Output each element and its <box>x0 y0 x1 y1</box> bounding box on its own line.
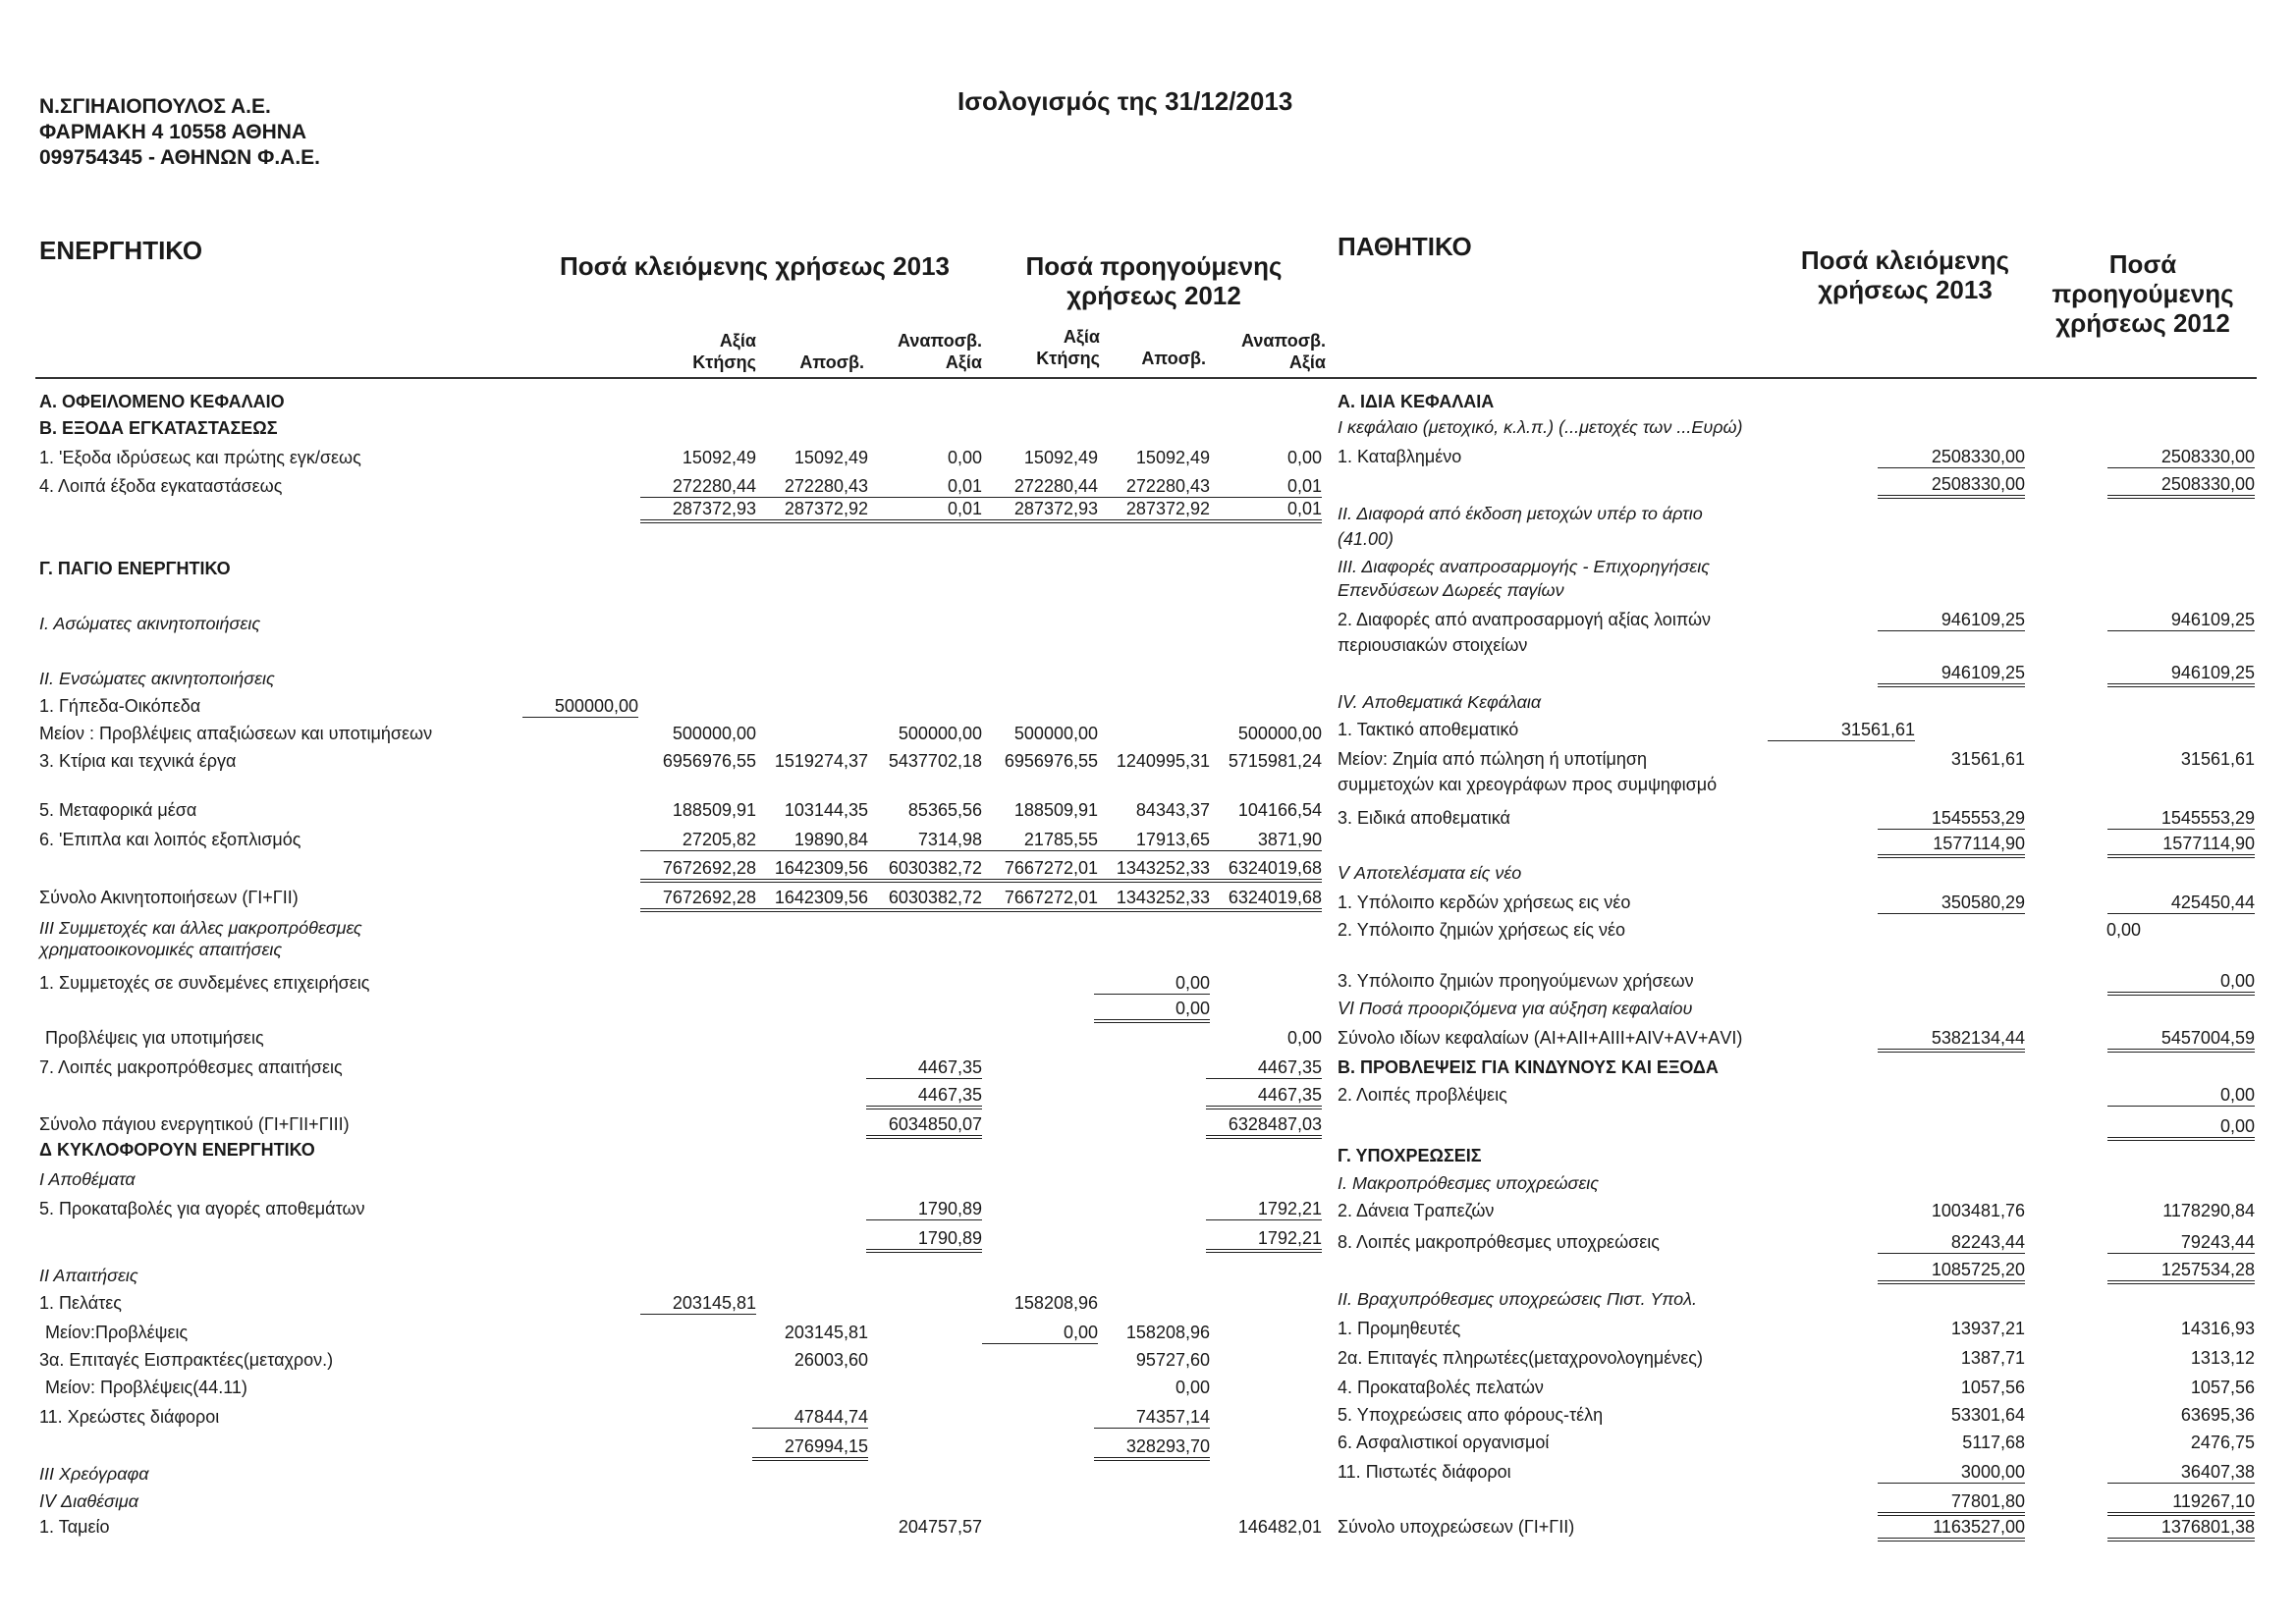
col-nbv-2013-top: Αναποσβ. <box>898 331 982 351</box>
liability-amount-prev: 1178290,84 <box>2162 1201 2255 1220</box>
liability-amount-cur: 1387,71 <box>1960 1348 2025 1368</box>
asset-amount-c3: 0,01 <box>866 498 982 523</box>
asset-amount-c5: 0,00 <box>1175 1378 1210 1397</box>
asset-amount-c6: 0,01 <box>1206 498 1322 523</box>
asset-row-label: χρηματοοικονομικές απαιτήσεις <box>39 940 283 959</box>
asset-amount-c6: 1792,21 <box>1206 1227 1322 1253</box>
asset-amount-c5: 1240995,31 <box>1116 751 1210 771</box>
asset-row-label: ΙΙ Απαιτήσεις <box>39 1266 138 1285</box>
col-acq-2013-top: Αξία <box>719 331 756 351</box>
asset-row-label: IV Διαθέσιμα <box>39 1491 139 1511</box>
liab-previous-year-header <box>2045 249 2241 338</box>
liability-row-label: 1. Τακτικό αποθεματικό <box>1338 720 1519 739</box>
liability-amount-cur: 1057,56 <box>1960 1378 2025 1397</box>
liability-amount-prev: 14316,93 <box>2180 1319 2255 1338</box>
asset-amount-c2: 26003,60 <box>793 1350 868 1370</box>
company-address: ΦΑΡΜΑΚΗ 4 10558 ΑΘΗΝΑ <box>39 121 307 143</box>
liability-amount-cur: 2508330,00 <box>1878 446 2025 468</box>
asset-amount-c4: 500000,00 <box>1013 724 1098 743</box>
liability-row-label: περιουσιακών στοιχείων <box>1338 635 1528 655</box>
col-acq-2012-header <box>1011 326 1100 369</box>
liability-row-label: 3. Υπόλοιπο ζημιών προηγούμενων χρήσεων <box>1338 971 1694 991</box>
asset-row-label: 3. Κτίρια και τεχνικά έργα <box>39 751 237 771</box>
liability-amount-cur: 5382134,44 <box>1878 1027 2025 1053</box>
asset-amount-c6: 5715981,24 <box>1228 751 1322 771</box>
liability-amount-cur: 1085725,20 <box>1878 1259 2025 1284</box>
col-acq-2012-bottom: Κτήσης <box>1036 349 1100 368</box>
asset-row-label: Ι. Ασώματες ακινητοποιήσεις <box>39 614 261 633</box>
asset-row-label: Δ ΚΥΚΛΟΦΟΡΟΥΝ ΕΝΕΡΓΗΤΙΚΟ <box>39 1140 315 1160</box>
asset-amount-c6: 6328487,03 <box>1206 1113 1322 1139</box>
col-dep-2012-header: Αποσβ. <box>1141 349 1206 368</box>
liability-amount-prev: 79243,44 <box>2107 1231 2255 1254</box>
liability-amount-prev: 1545553,29 <box>2107 807 2255 830</box>
liability-amount-prev: 63695,36 <box>2180 1405 2255 1425</box>
liability-amount-cur: 946109,25 <box>1878 662 2025 687</box>
asset-amount-c1: 203145,81 <box>640 1292 756 1315</box>
asset-amount-c5: 15092,49 <box>1135 448 1210 467</box>
liability-amount-prev: 119267,10 <box>2107 1490 2255 1516</box>
asset-amount-c6: 146482,01 <box>1237 1517 1322 1537</box>
liability-amount-prev: 946109,25 <box>2107 662 2255 687</box>
asset-amount-c5: 74357,14 <box>1094 1406 1210 1429</box>
asset-row-label: ΙΙΙ Συμμετοχές και άλλες μακροπρόθεσμες <box>39 918 362 938</box>
liability-amount-cur: 3000,00 <box>1878 1461 2025 1484</box>
asset-row-label: 11. Χρεώστες διάφοροι <box>39 1407 220 1427</box>
asset-amount-c2: 47844,74 <box>752 1406 868 1429</box>
asset-row-label: ΙΙ. Ενσώματες ακινητοποιήσεις <box>39 669 275 688</box>
asset-amount-c3: 1790,89 <box>866 1227 982 1253</box>
asset-amount-c5: 84343,37 <box>1135 800 1210 820</box>
asset-amount-c1: 500000,00 <box>672 724 756 743</box>
asset-row-label: 1. Συμμετοχές σε συνδεμένες επιχειρήσεις <box>39 973 370 993</box>
asset-amount-c5: 272280,43 <box>1094 475 1210 498</box>
liability-amount-cur: 1163527,00 <box>1878 1516 2025 1542</box>
asset-amount-c4: 272280,44 <box>982 475 1098 498</box>
asset-amount-c2: 272280,43 <box>752 475 868 498</box>
asset-amount-c6: 6324019,68 <box>1206 857 1322 883</box>
asset-amount-c6: 0,00 <box>1286 1028 1322 1048</box>
header-separator <box>35 377 2257 379</box>
asset-amount-c3: 6030382,72 <box>866 857 982 883</box>
asset-row-label: ΙΙΙ Χρεόγραφα <box>39 1464 149 1484</box>
liability-row-label: ΙΙ. Βραχυπρόθεσμες υποχρεώσεις Πιστ. Υπολ. <box>1338 1289 1698 1309</box>
col-nbv-2013-bottom: Αξία <box>945 352 982 372</box>
liability-amount-prev: 5457004,59 <box>2107 1027 2255 1053</box>
asset-row-label: Προβλέψεις για υποτιμήσεις <box>45 1028 264 1048</box>
asset-amount-c5: 1343252,33 <box>1094 857 1210 883</box>
asset-row-label: 6. 'Επιπλα και λοιπός εξοπλισμός <box>39 830 301 849</box>
liability-amount-cur: 946109,25 <box>1878 609 2025 631</box>
asset-amount-c3: 7314,98 <box>866 829 982 851</box>
liab-previous-header-line3: χρήσεως 2012 <box>2055 308 2230 338</box>
liab-current-year-header <box>1787 245 2023 304</box>
asset-amount-c3: 0,00 <box>947 448 982 467</box>
liab-previous-header-line1: Ποσά <box>2108 249 2177 279</box>
liability-amount-prev: 1577114,90 <box>2107 833 2255 858</box>
asset-amount-c2: 1519274,37 <box>774 751 868 771</box>
asset-amount-c1: 27205,82 <box>640 829 756 851</box>
asset-row-label: 5. Προκαταβολές για αγορές αποθεμάτων <box>39 1199 365 1218</box>
asset-amount-c3: 6034850,07 <box>866 1113 982 1139</box>
liability-amount-cur: 13937,21 <box>1950 1319 2025 1338</box>
asset-row-label: 1. Ταμείο <box>39 1517 110 1537</box>
asset-amount-c1: 287372,93 <box>640 498 756 523</box>
liability-amount-cur: 31561,61 <box>1950 749 2025 769</box>
liab-current-header-line2: χρήσεως 2013 <box>1818 275 1993 304</box>
asset-amount-c2: 15092,49 <box>793 448 868 467</box>
company-name: Ν.ΣΓΙΗΑΙΟΠΟΥΛΟΣ Α.Ε. <box>39 95 271 118</box>
assets-previous-header-line2: χρήσεως 2012 <box>1066 281 1241 310</box>
asset-amount-c3: 4467,35 <box>866 1084 982 1109</box>
asset-amount-c3: 6030382,72 <box>866 887 982 912</box>
col-acq-2012-top: Αξία <box>1063 327 1100 347</box>
liability-amount-prev: 1376801,38 <box>2107 1516 2255 1542</box>
asset-amount-c6: 4467,35 <box>1206 1056 1322 1079</box>
asset-amount-c4: 158208,96 <box>1013 1293 1098 1313</box>
liability-row-label: 2. Λοιπές προβλέψεις <box>1338 1085 1507 1105</box>
asset-amount-c2: 287372,92 <box>752 498 868 523</box>
liability-amount-prev: 1313,12 <box>2190 1348 2255 1368</box>
asset-amount-c0: 500000,00 <box>522 695 638 718</box>
asset-amount-c1: 188509,91 <box>672 800 756 820</box>
liability-amount-cur: 350580,29 <box>1878 892 2025 914</box>
asset-amount-c1: 6956976,55 <box>662 751 756 771</box>
liability-amount-cur: 2508330,00 <box>1878 473 2025 499</box>
liability-row-label: Ι κεφάλαιο (μετοχικό, κ.λ.π.) (...μετοχές των ...Ευρώ) <box>1338 417 1743 437</box>
asset-amount-c2: 103144,35 <box>784 800 868 820</box>
liability-amount-mid: 0,00 <box>2105 920 2141 940</box>
assets-section-title: ΕΝΕΡΓΗΤΙΚΟ <box>39 236 203 265</box>
liability-amount-prev: 1257534,28 <box>2107 1259 2255 1284</box>
asset-amount-c2: 1642309,56 <box>752 887 868 912</box>
col-nbv-2013-header <box>884 330 982 373</box>
asset-amount-c4: 0,00 <box>982 1322 1098 1344</box>
asset-row-label: Β. ΕΞΟΔΑ ΕΓΚΑΤΑΣΤΑΣΕΩΣ <box>39 418 278 438</box>
asset-amount-c3: 204757,57 <box>898 1517 982 1537</box>
asset-amount-c3: 4467,35 <box>866 1056 982 1079</box>
liability-amount-prev: 425450,44 <box>2107 892 2255 914</box>
liability-amount-prev: 0,00 <box>2107 970 2255 996</box>
asset-row-label: Μείον : Προβλέψεις απαξιώσεων και υποτιμήσεων <box>39 724 433 743</box>
liability-row-label: ΙΙ. Διαφορά από έκδοση μετοχών υπέρ το άρτιο <box>1338 504 1703 523</box>
liability-row-label: (41.00) <box>1338 529 1394 549</box>
asset-amount-c3: 85365,56 <box>907 800 982 820</box>
liabilities-section-title: ΠΑΘΗΤΙΚΟ <box>1338 232 1472 261</box>
asset-row-label: Γ. ΠΑΓΙΟ ΕΝΕΡΓΗΤΙΚΟ <box>39 559 231 578</box>
liability-row-label: 8. Λοιπές μακροπρόθεσμες υποχρεώσεις <box>1338 1232 1660 1252</box>
col-nbv-2012-header <box>1218 330 1326 373</box>
liability-amount-prev: 0,00 <box>2107 1084 2255 1107</box>
col-acq-2013-header <box>678 330 756 373</box>
asset-amount-c1: 7672692,28 <box>640 887 756 912</box>
asset-amount-c6: 1792,21 <box>1206 1198 1322 1220</box>
asset-amount-c4: 7667272,01 <box>982 887 1098 912</box>
asset-amount-c2: 19890,84 <box>752 829 868 851</box>
liability-amount-prev: 1057,56 <box>2190 1378 2255 1397</box>
asset-amount-c5: 287372,92 <box>1094 498 1210 523</box>
liability-amount-prev: 2476,75 <box>2190 1433 2255 1452</box>
asset-amount-c6: 0,00 <box>1286 448 1322 467</box>
asset-row-label: Α. ΟΦΕΙΛΟΜΕΝΟ ΚΕΦΑΛΑΙΟ <box>39 392 285 411</box>
liability-row-label: 4. Προκαταβολές πελατών <box>1338 1378 1544 1397</box>
liability-row-label: 11. Πιστωτές διάφοροι <box>1338 1462 1511 1482</box>
col-nbv-2012-top: Αναποσβ. <box>1241 331 1326 351</box>
liab-previous-header-line2: προηγούμενης <box>2051 279 2234 308</box>
liability-amount-cur: 5117,68 <box>1962 1433 2025 1452</box>
col-acq-2013-bottom: Κτήσης <box>692 352 756 372</box>
liability-row-label: Β. ΠΡΟΒΛΕΨΕΙΣ ΓΙΑ ΚΙΝΔΥΝΟΥΣ ΚΑΙ ΕΞΟΔΑ <box>1338 1057 1719 1077</box>
liability-row-label: Γ. ΥΠΟΧΡΕΩΣΕΙΣ <box>1338 1146 1482 1165</box>
asset-amount-c5: 0,00 <box>1094 998 1210 1023</box>
liability-amount-cur: 77801,80 <box>1878 1490 2025 1516</box>
asset-amount-c1: 15092,49 <box>682 448 756 467</box>
liability-amount-cur: 1003481,76 <box>1931 1201 2025 1220</box>
liability-amount-pre: 31561,61 <box>1768 719 1915 741</box>
liability-row-label: Ι. Μακροπρόθεσμες υποχρεώσεις <box>1338 1173 1600 1193</box>
asset-amount-c5: 1343252,33 <box>1094 887 1210 912</box>
liability-amount-cur: 53301,64 <box>1950 1405 2025 1425</box>
asset-amount-c4: 7667272,01 <box>982 857 1098 883</box>
asset-amount-c2: 203145,81 <box>784 1323 868 1342</box>
asset-amount-c2: 276994,15 <box>752 1435 868 1461</box>
liability-amount-cur: 82243,44 <box>1878 1231 2025 1254</box>
asset-row-label: Σύνολο πάγιου ενεργητικού (ΓΙ+ΓΙΙ+ΓΙΙΙ) <box>39 1114 350 1134</box>
liability-row-label: Σύνολο ιδίων κεφαλαίων (ΑΙ+ΑΙΙ+ΑΙΙΙ+ΑΙV+ΑV+ΑVΙ) <box>1338 1028 1743 1048</box>
asset-row-label: Ι Αποθέματα <box>39 1169 136 1189</box>
asset-amount-c1: 7672692,28 <box>640 857 756 883</box>
liability-row-label: 6. Ασφαλιστικοί οργανισμοί <box>1338 1433 1550 1452</box>
asset-amount-c4: 15092,49 <box>1023 448 1098 467</box>
liability-amount-cur: 1577114,90 <box>1878 833 2025 858</box>
liability-amount-cur: 1545553,29 <box>1878 807 2025 830</box>
asset-amount-c6: 0,01 <box>1206 475 1322 498</box>
liability-row-label: 1. Υπόλοιπο κερδών χρήσεως εις νέο <box>1338 893 1631 912</box>
liability-row-label: ΙΙΙ. Διαφορές αναπροσαρμογής - Επιχορηγήσεις <box>1338 557 1710 576</box>
asset-row-label: Μείον:Προβλέψεις <box>45 1323 189 1342</box>
asset-amount-c6: 500000,00 <box>1237 724 1322 743</box>
asset-amount-c3: 500000,00 <box>898 724 982 743</box>
asset-row-label: 4. Λοιπά έξοδα εγκαταστάσεως <box>39 476 283 496</box>
assets-previous-header-line1: Ποσά προηγούμενης <box>1025 251 1283 281</box>
asset-amount-c4: 287372,93 <box>982 498 1098 523</box>
asset-amount-c3: 0,01 <box>866 475 982 498</box>
liability-row-label: Μείον: Ζημία από πώληση ή υποτίμηση <box>1338 749 1648 769</box>
liability-row-label: IV. Αποθεματικά Κεφάλαια <box>1338 692 1542 712</box>
liability-row-label: 5. Υποχρεώσεις απο φόρους-τέλη <box>1338 1405 1604 1425</box>
liability-row-label: Α. ΙΔΙΑ ΚΕΦΑΛΑΙΑ <box>1338 392 1495 411</box>
liability-row-label: 1. Καταβλημένο <box>1338 447 1462 466</box>
assets-previous-year-header <box>1011 251 1296 310</box>
asset-amount-c6: 3871,90 <box>1206 829 1322 851</box>
liability-row-label: V Αποτελέσματα είς νέο <box>1338 863 1522 883</box>
asset-row-label: 3α. Επιταγές Εισπρακτέες(μεταχρον.) <box>39 1350 334 1370</box>
asset-row-label: 5. Μεταφορικά μέσα <box>39 800 197 820</box>
asset-amount-c4: 6956976,55 <box>1004 751 1098 771</box>
assets-current-year-header: Ποσά κλειόμενης χρήσεως 2013 <box>560 251 950 281</box>
asset-amount-c5: 0,00 <box>1094 972 1210 995</box>
liability-row-label: 1. Προμηθευτές <box>1338 1319 1461 1338</box>
liability-row-label: 3. Ειδικά αποθεματικά <box>1338 808 1510 828</box>
asset-amount-c3: 5437702,18 <box>888 751 982 771</box>
liability-amount-prev: 36407,38 <box>2107 1461 2255 1484</box>
asset-amount-c4: 188509,91 <box>1013 800 1098 820</box>
liab-current-header-line1: Ποσά κλειόμενης <box>1800 245 2010 275</box>
liability-amount-prev: 2508330,00 <box>2107 473 2255 499</box>
asset-row-label: 1. Πελάτες <box>39 1293 122 1313</box>
asset-row-label: Μείον: Προβλέψεις(44.11) <box>45 1378 247 1397</box>
asset-amount-c5: 95727,60 <box>1135 1350 1210 1370</box>
asset-amount-c2: 1642309,56 <box>752 857 868 883</box>
liability-amount-prev: 946109,25 <box>2107 609 2255 631</box>
company-tax-id: 099754345 - ΑΘΗΝΩΝ Φ.Α.Ε. <box>39 146 321 169</box>
asset-amount-c6: 104166,54 <box>1237 800 1322 820</box>
asset-row-label: 1. 'Εξοδα ιδρύσεως και πρώτης εγκ/σεως <box>39 448 361 467</box>
asset-amount-c6: 4467,35 <box>1206 1084 1322 1109</box>
liability-row-label: 2. Υπόλοιπο ζημιών χρήσεως είς νέο <box>1338 920 1626 940</box>
asset-row-label: 1. Γήπεδα-Οικόπεδα <box>39 696 201 716</box>
asset-amount-c4: 21785,55 <box>982 829 1098 851</box>
document-title: Ισολογισμός της 31/12/2013 <box>957 86 1293 116</box>
asset-row-label: Σύνολο Ακινητοποιήσεων (ΓΙ+ΓΙΙ) <box>39 888 299 907</box>
asset-amount-c5: 328293,70 <box>1094 1435 1210 1461</box>
asset-amount-c5: 17913,65 <box>1094 829 1210 851</box>
col-dep-2013-header: Αποσβ. <box>799 352 864 372</box>
liability-row-label: Σύνολο υποχρεώσεων (ΓΙ+ΓΙΙ) <box>1338 1517 1575 1537</box>
col-nbv-2012-bottom: Αξία <box>1288 352 1326 372</box>
liability-row-label: Επενδύσεων Δωρεές παγίων <box>1338 580 1564 600</box>
asset-amount-c6: 6324019,68 <box>1206 887 1322 912</box>
liability-amount-prev: 2508330,00 <box>2107 446 2255 468</box>
asset-amount-c3: 1790,89 <box>866 1198 982 1220</box>
liability-row-label: 2. Διαφορές από αναπροσαρμογή αξίας λοιπών <box>1338 610 1712 629</box>
liability-row-label: 2. Δάνεια Τραπεζών <box>1338 1201 1495 1220</box>
asset-amount-c1: 272280,44 <box>640 475 756 498</box>
liability-row-label: συμμετοχών και χρεογράφων προς συμψηφισμό <box>1338 775 1718 794</box>
asset-amount-c5: 158208,96 <box>1125 1323 1210 1342</box>
liability-row-label: VI Ποσά προοριζόμενα για αύξηση κεφαλαίου <box>1338 999 1693 1018</box>
liability-amount-prev: 0,00 <box>2107 1115 2255 1141</box>
liability-row-label: 2α. Επιταγές πληρωτέες(μεταχρονολογημένες) <box>1338 1348 1703 1368</box>
liability-amount-prev: 31561,61 <box>2180 749 2255 769</box>
asset-row-label: 7. Λοιπές μακροπρόθεσμες απαιτήσεις <box>39 1057 343 1077</box>
